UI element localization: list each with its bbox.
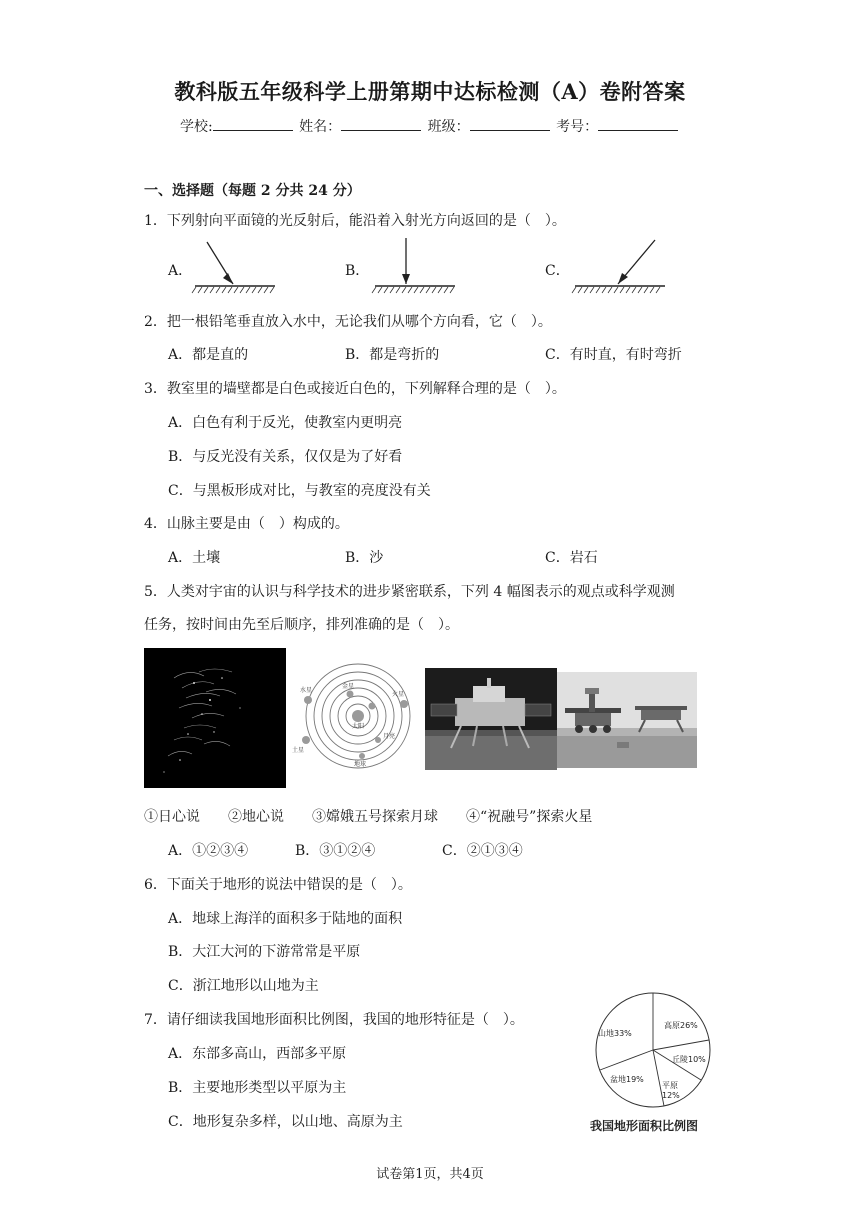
mirror-diagram-c (570, 238, 670, 296)
pie-label-hill: 丘陵10% (672, 1055, 706, 1064)
zhurong-rover-photo (557, 672, 697, 768)
q5-option-b[interactable]: B．③①②④ (295, 843, 376, 859)
question-6-stem: 6．下面关于地形的说法中错误的是（ ）。 (144, 877, 412, 893)
q3-option-b[interactable]: B．与反光没有关系，仅仅是为了好看 (168, 449, 403, 465)
pie-label-plateau: 高原26% (664, 1021, 698, 1030)
earth-label: 地球 (354, 761, 367, 768)
q5-option-a[interactable]: A．①②③④ (168, 843, 249, 859)
q1-option-b-label: B． (345, 263, 370, 279)
question-5-stem-line1: 5．人类对宇宙的认识与科学技术的进步紧密联系，下列 4 幅图表示的观点或科学观测 (144, 584, 675, 600)
question-5-stem-line2: 任务，按时间由先至后顺序，排列准确的是（ ）。 (144, 617, 459, 633)
question-1-stem: 1．下列射向平面镜的光反射后，能沿着入射光方向返回的是（ ）。 (144, 213, 566, 229)
heliocentric-image (144, 648, 286, 788)
mirror-diagram-b (370, 236, 460, 296)
mirror-diagram-a (190, 240, 280, 296)
question-3-stem: 3．教室里的墙壁都是白色或接近白色的，下列解释合理的是（ ）。 (144, 381, 566, 397)
q4-option-b[interactable]: B．沙 (345, 550, 384, 566)
mars-label: 火星 (392, 691, 405, 698)
q6-option-b[interactable]: B．大江大河的下游常常是平原 (168, 944, 361, 960)
pie-label-plain-percent: 12% (662, 1091, 680, 1100)
q2-option-c[interactable]: C．有时直，有时弯折 (545, 347, 682, 363)
q2-option-b[interactable]: B．都是弯折的 (345, 347, 440, 363)
q2-option-a[interactable]: A．都是直的 (168, 347, 249, 363)
student-info-line (180, 116, 680, 136)
q7-option-a[interactable]: A．东部多高山，西部多平原 (168, 1046, 347, 1062)
number-label: 考号： (556, 119, 599, 135)
class-blank[interactable] (470, 116, 550, 131)
q4-option-c[interactable]: C．岩石 (545, 550, 598, 566)
sun-label: 太阳 (352, 723, 365, 730)
q5-image-captions: ①日心说 ②地心说 ③嫦娥五号探索月球 ④“祝融号”探索火星 (144, 809, 593, 825)
school-blank[interactable] (213, 116, 293, 131)
page-title: 教科版五年级科学上册第期中达标检测（A）卷附答案 (174, 79, 686, 104)
number-blank[interactable] (598, 116, 678, 131)
q6-option-a[interactable]: A．地球上海洋的面积多于陆地的面积 (168, 911, 403, 927)
geocentric-diagram (288, 660, 418, 772)
pie-caption: 我国地形面积比例图 (590, 1119, 699, 1133)
q7-option-b[interactable]: B．主要地形类型以平原为主 (168, 1080, 347, 1096)
q3-option-c[interactable]: C．与黑板形成对比，与教室的亮度没有关 (168, 483, 431, 499)
change5-lander-photo (425, 668, 557, 770)
name-blank[interactable] (341, 116, 421, 131)
venus-label: 金星 (342, 683, 355, 690)
question-2-stem: 2．把一根铅笔垂直放入水中，无论我们从哪个方向看，它（ ）。 (144, 314, 552, 330)
school-label: 学校: (180, 119, 213, 135)
section-heading: 一、选择题（每题 2 分共 24 分） (144, 183, 361, 199)
q6-option-c[interactable]: C．浙江地形以山地为主 (168, 978, 319, 994)
q1-option-c-label: C． (545, 263, 570, 279)
question-4-stem: 4．山脉主要是由（ ）构成的。 (144, 516, 349, 532)
name-label: 姓名： (299, 119, 342, 135)
question-7-stem: 7．请仔细读我国地形面积比例图，我国的地形特征是（ ）。 (144, 1012, 524, 1028)
class-label: 班级： (427, 119, 470, 135)
mercury-label: 水星 (300, 687, 313, 694)
moon-label: 月亮 (383, 733, 396, 740)
page-footer: 试卷第1页，共4页 (376, 1167, 484, 1182)
saturn-label: 土星 (292, 747, 305, 754)
q1-option-a-label: A． (168, 263, 193, 279)
pie-label-plain: 平原 (662, 1081, 678, 1090)
terrain-pie-chart (588, 990, 718, 1138)
q4-option-a[interactable]: A．土壤 (168, 550, 221, 566)
q3-option-a[interactable]: A．白色有利于反光，使教室内更明亮 (168, 415, 403, 431)
q5-option-c[interactable]: C．②①③④ (442, 843, 523, 859)
pie-label-mountain: 山地33% (598, 1029, 632, 1038)
pie-label-basin: 盆地19% (610, 1075, 644, 1084)
q7-option-c[interactable]: C．地形复杂多样，以山地、高原为主 (168, 1114, 403, 1130)
